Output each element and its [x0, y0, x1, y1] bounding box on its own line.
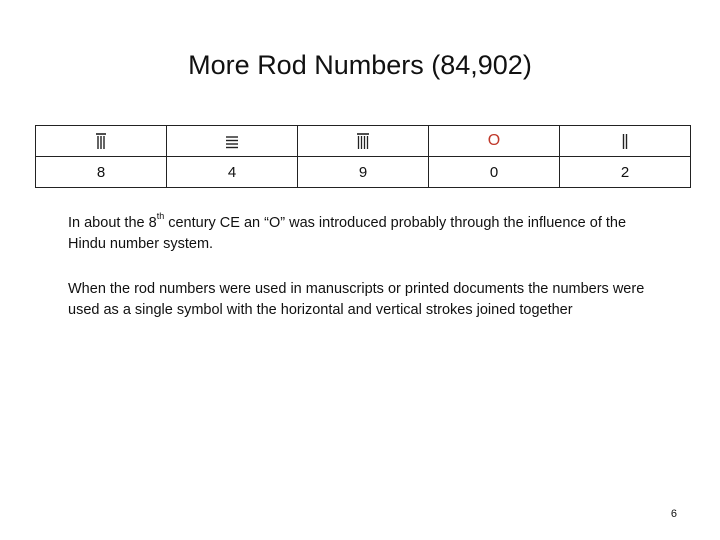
paragraph-history-rest: century CE an “O” was introduced probably through the influence of the Hindu number system. — [68, 215, 627, 252]
digit-cell: 4 — [167, 157, 298, 188]
rod-eight-icon — [95, 132, 107, 150]
rod-symbol-cell-0 — [429, 126, 560, 157]
digit-cell: 8 — [36, 157, 167, 188]
ordinal-suffix: th — [156, 211, 165, 222]
digit-row — [36, 157, 691, 188]
paragraph-history-start: In about the 8 — [68, 215, 157, 231]
digit-cell: 9 — [298, 157, 429, 188]
rod-nine-icon — [356, 132, 370, 150]
digit-cell: 0 — [429, 157, 560, 188]
page-title: More Rod Numbers (84,902) — [188, 50, 532, 80]
rod-symbol-cell-9 — [298, 126, 429, 157]
rod-symbol-cell-2 — [560, 126, 691, 157]
paragraph-manuscripts: When the rod numbers were used in manuscripts or printed documents the numbers were used as a single symbol with the horizontal and vertical strokes joined together — [68, 281, 645, 318]
rod-symbol-cell-4 — [167, 126, 298, 157]
rod-two-icon — [621, 132, 629, 150]
page-number: 6 — [670, 508, 677, 520]
digit-cell: 2 — [560, 157, 691, 188]
rod-symbol-cell-8 — [36, 126, 167, 157]
rod-zero-symbol: O — [487, 132, 501, 149]
rod-four-icon — [225, 133, 239, 149]
paragraph-history — [68, 213, 658, 255]
rod-numeral-table — [35, 125, 691, 188]
rod-symbol-row — [36, 126, 691, 157]
